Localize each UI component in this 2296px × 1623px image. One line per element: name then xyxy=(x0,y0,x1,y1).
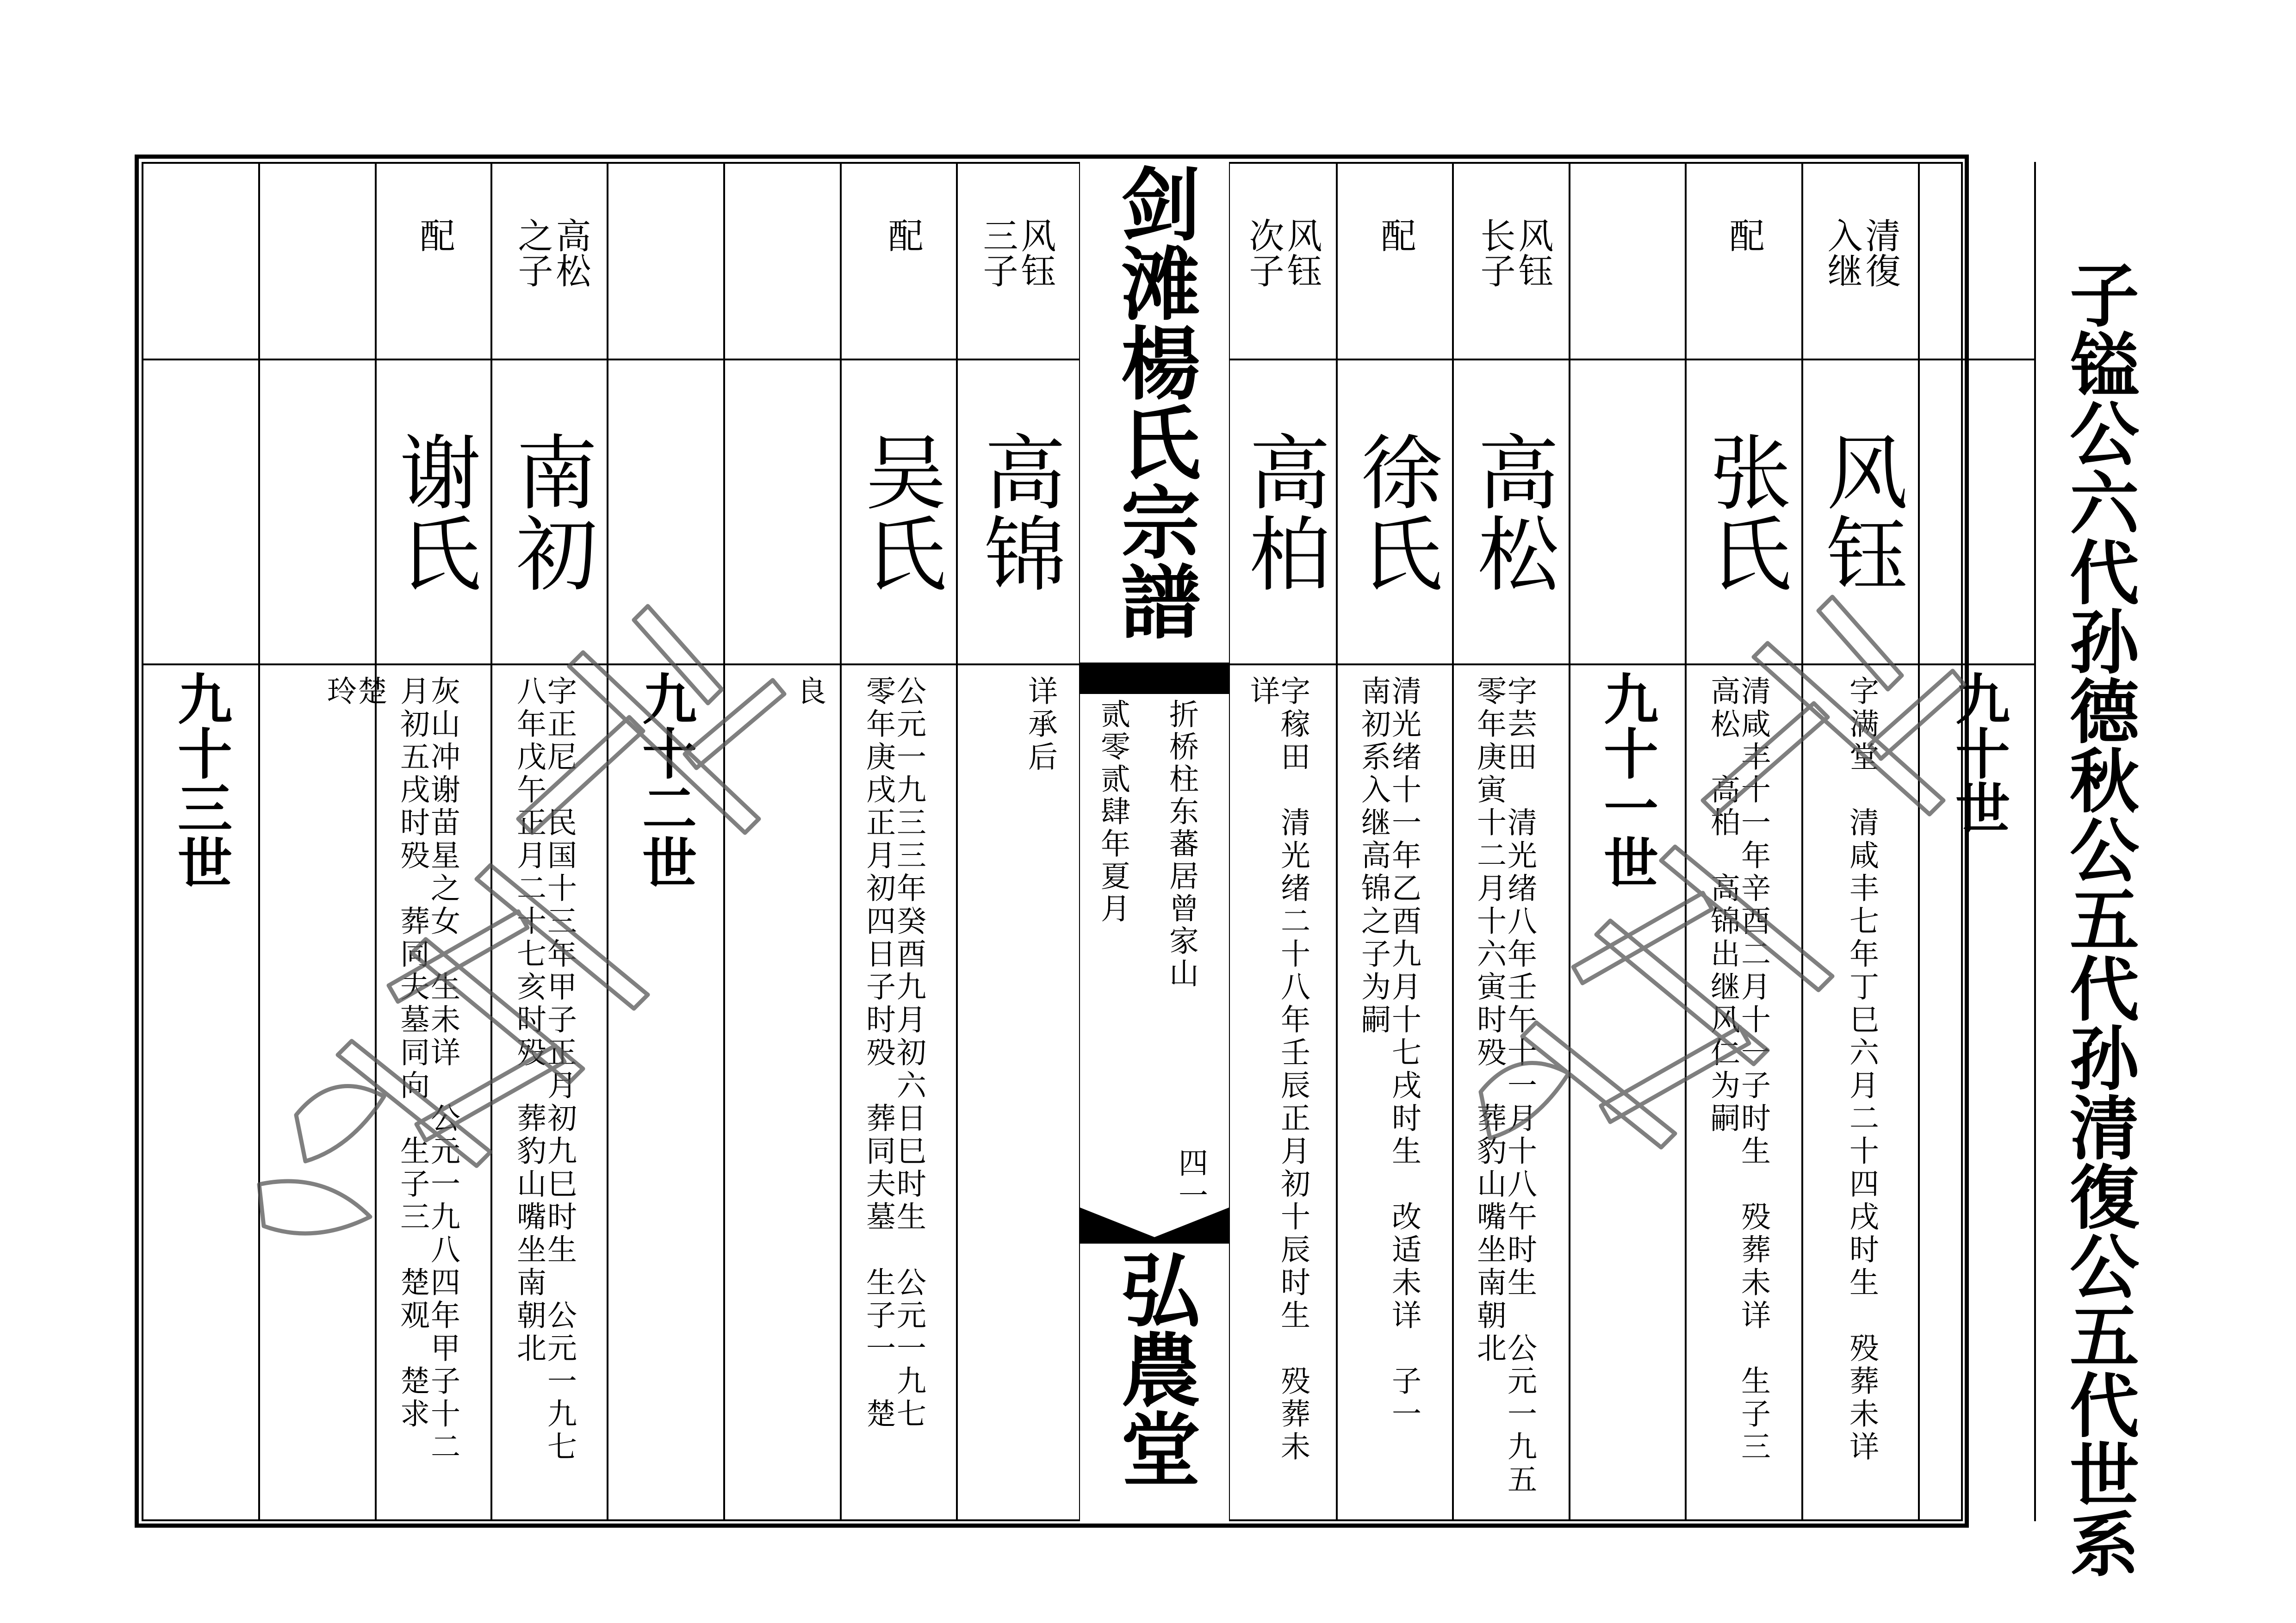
relation-label: 配 xyxy=(414,217,455,253)
column-divider xyxy=(956,162,958,1521)
page-title: 子镒公六代孙德秋公五代孙清復公五代世系 xyxy=(2058,259,2139,1578)
person-bio: 清光绪十一年乙酉九月十七戌时生 改适未详 子一 南初系入继高锦之子为嗣 xyxy=(1356,675,1421,1431)
person-name: 谢氏 xyxy=(386,430,481,593)
column-divider xyxy=(1918,162,1920,1521)
column-divider xyxy=(1569,162,1570,1521)
person-bio: 字芸田 清光绪八年壬午十一月十八午时生 公元一九五 零年庚寅十二月十六寅时殁 葬豹山嘴坐南朝北 xyxy=(1472,675,1537,1497)
relation-label: 配 xyxy=(882,217,924,253)
column-divider xyxy=(1452,162,1454,1521)
generation-91: 九十一世 xyxy=(1595,671,1659,889)
relation-label: 风钰 三子 xyxy=(977,217,1056,288)
relation-label: 高松 之子 xyxy=(512,217,591,288)
generation-92: 九十二世 xyxy=(633,671,697,889)
relation-label: 风钰 次子 xyxy=(1243,217,1322,288)
person-bio: 良 xyxy=(792,675,826,708)
person-name: 高松 xyxy=(1464,430,1559,593)
person-name: 高锦 xyxy=(971,430,1066,593)
column-divider xyxy=(607,162,608,1521)
column-divider xyxy=(2034,162,2036,1521)
person-bio: 楚 玲 xyxy=(322,675,387,708)
person-bio: 清咸丰十一年辛酉二月十一子时生 殁葬未详 生子三 高松 高柏 高锦出继风仁为嗣 xyxy=(1706,675,1770,1464)
fishtail-mark-bottom xyxy=(1080,1208,1229,1244)
column-divider xyxy=(258,162,260,1521)
person-bio: 公元一九三三年癸酉九月初六日巳时生 公元一九七 零年庚戌正月初四日子时殁 葬同夫墓 生子一 楚 xyxy=(861,675,926,1431)
person-bio: 字稼田 清光绪二十八年壬辰正月初十辰时生 殁葬未 详 xyxy=(1245,675,1310,1464)
relation-label: 清復 入继 xyxy=(1822,217,1901,288)
spine-band-top xyxy=(1080,663,1229,694)
hall-name: 弘農堂 xyxy=(1108,1249,1202,1488)
person-bio: 字正尼 民国十三年甲子正月初九巳时生 公元一九七 八年戊午正月二十七亥时殁 葬豹山嘴坐南朝北 xyxy=(512,675,577,1464)
row-divider xyxy=(1228,663,2036,665)
hall-title: 剑滩楊氏宗譜 xyxy=(1108,163,1202,640)
row-divider xyxy=(142,663,1081,665)
person-name: 张氏 xyxy=(1696,430,1791,593)
row-divider xyxy=(1228,359,2036,360)
column-divider xyxy=(1336,162,1338,1521)
relation-label: 配 xyxy=(1375,217,1416,253)
row-divider xyxy=(142,359,1081,360)
column-divider xyxy=(375,162,377,1521)
fishtail-mark-top xyxy=(1080,663,1229,694)
person-bio: 详承后 xyxy=(1023,675,1057,774)
spine-location: 折桥柱东蕃居曾家山 xyxy=(1164,699,1198,990)
person-name: 徐氏 xyxy=(1347,430,1442,593)
person-name: 风钰 xyxy=(1813,430,1908,593)
spine-date: 贰零贰肆年夏月 xyxy=(1096,699,1130,925)
person-name: 吴氏 xyxy=(851,430,946,593)
person-bio: 灰山冲谢苗星之女 生未详 公元一九八四年甲子十二 月初五戌时殁 葬同夫墓同向 生子三 楚观 楚求 xyxy=(395,675,460,1464)
person-name: 高柏 xyxy=(1235,430,1330,593)
column-divider xyxy=(840,162,842,1521)
column-divider xyxy=(490,162,492,1521)
generation-93: 九十三世 xyxy=(168,671,233,889)
relation-label: 风钰 长子 xyxy=(1475,217,1554,288)
column-divider xyxy=(1685,162,1687,1521)
page-number: 四一 xyxy=(1173,1147,1208,1212)
column-divider xyxy=(723,162,725,1521)
person-bio: 字满堂 清咸丰七年丁巳六月二十四戌时生 殁葬未详 xyxy=(1844,675,1879,1464)
generation-90: 九十世 xyxy=(1946,671,2011,835)
column-divider xyxy=(1801,162,1803,1521)
relation-label: 配 xyxy=(1724,217,1765,253)
person-name: 南初 xyxy=(503,430,597,593)
